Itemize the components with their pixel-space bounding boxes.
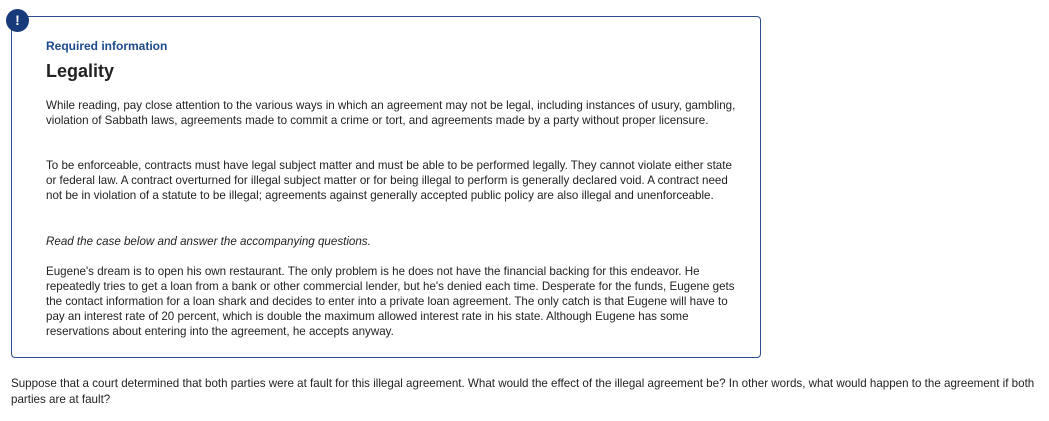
- required-information-panel: [11, 16, 761, 358]
- instruction-paragraph: Read the case below and answer the accompanying questions.: [46, 235, 371, 248]
- case-paragraph: Eugene's dream is to open his own restaurant. The only problem is he does not have the financial backing for this endeavor. He repeatedly tries to get a loan from a bank or other commercial lender, but he's denied each time. Desperate for the funds, Eugene gets the contact information for a loan shark and decides to enter into a private loan agreement. The only catch is that Eugene will have to pay an interest rate of 20 percent, which is double the maximum allowed interest rate in his state. Although Eugene has some reservations about entering into the agreement, he accepts anyway.: [46, 265, 735, 338]
- required-information-label: Required information: [46, 39, 168, 53]
- question-text: Suppose that a court determined that both parties were at fault for this illegal agreement. What would the effect of the illegal agreement be? In other words, what would happen to the agreement if both parties are at fault?: [11, 377, 1035, 406]
- section-title: Legality: [46, 61, 115, 81]
- intro-paragraph: While reading, pay close attention to the various ways in which an agreement may not be legal, including instances of usury, gambling, violation of Sabbath laws, agreements made to commit a crime or tort, and agreements made by a party without proper licensure.: [46, 99, 736, 127]
- enforceability-paragraph: To be enforceable, contracts must have legal subject matter and must be able to be performed legally. They cannot violate either state or federal law. A contract overturned for illegal subject matter or for being illegal to perform is generally declared void. A contract need not be in violation of a statute to be illegal; agreements against generally accepted public policy are also illegal and unenforceable.: [46, 159, 732, 202]
- alert-icon: !: [6, 9, 29, 32]
